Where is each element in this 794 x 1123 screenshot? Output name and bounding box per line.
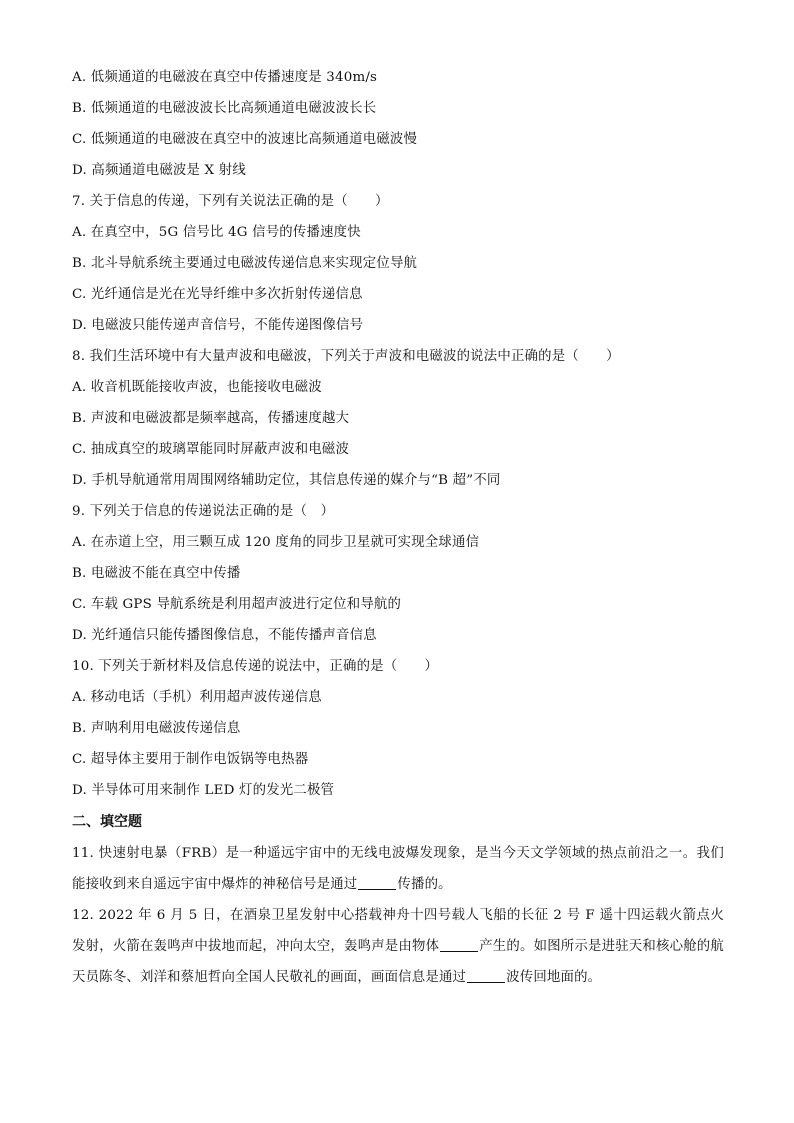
- option-line: C. 超导体主要用于制作电饭锅等电热器: [72, 752, 309, 767]
- question-11-text-end: 传播的。: [397, 877, 452, 892]
- option-line: D. 高频通道电磁波是 X 射线: [72, 163, 246, 178]
- section-title: 二、填空题: [72, 814, 142, 830]
- option-line: B. 北斗导航系统主要通过电磁波传递信息来实现定位导航: [72, 256, 418, 271]
- option-line: A. 移动电话（手机）利用超声波传递信息: [72, 690, 322, 705]
- option-line: A. 在赤道上空，用三颗互成 120 度角的同步卫星就可实现全球通信: [72, 535, 480, 550]
- option-line: C. 低频通道的电磁波在真空中的波速比高频通道电磁波慢: [72, 132, 418, 147]
- document-page: [72, 62, 724, 993]
- question-stem: 8. 我们生活环境中有大量声波和电磁波，下列关于声波和电磁波的说法中正确的是（ ）: [72, 349, 620, 364]
- question-stem: 7. 关于信息的传递，下列有关说法正确的是（ ）: [72, 194, 389, 209]
- answer-blank[interactable]: [358, 876, 396, 890]
- option-line: C. 抽成真空的玻璃罩能同时屏蔽声波和电磁波: [72, 442, 350, 457]
- option-line: A. 收音机既能接收声波，也能接收电磁波: [72, 380, 322, 395]
- option-line: C. 光纤通信是光在光导纤维中多次折射传递信息: [72, 287, 363, 302]
- option-line: D. 电磁波只能传递声音信号，不能传递图像信号: [72, 318, 364, 333]
- option-line: B. 电磁波不能在真空中传播: [72, 566, 241, 581]
- option-line: B. 低频通道的电磁波波长比高频通道电磁波波长长: [72, 101, 377, 116]
- option-line: A. 低频通道的电磁波在真空中传播速度是 340m/s: [72, 70, 378, 85]
- option-line: D. 半导体可用来制作 LED 灯的发光二极管: [72, 783, 335, 798]
- answer-blank[interactable]: [440, 938, 478, 952]
- option-line: D. 手机导航通常用周围网络辅助定位，其信息传递的媒介与“B 超”不同: [72, 473, 501, 488]
- option-line: B. 声波和电磁波都是频率越高，传播速度越大: [72, 411, 350, 426]
- answer-blank[interactable]: [467, 969, 505, 983]
- option-line: A. 在真空中，5G 信号比 4G 信号的传播速度快: [72, 225, 361, 240]
- option-line: C. 车载 GPS 导航系统是利用超声波进行定位和导航的: [72, 597, 402, 612]
- question-stem: 10. 下列关于新材料及信息传递的说法中，正确的是（ ）: [72, 659, 439, 674]
- question-12-text-end: 波传回地面的。: [506, 970, 602, 985]
- option-line: D. 光纤通信只能传播图像信息，不能传播声音信息: [72, 628, 377, 643]
- question-12: [72, 900, 724, 993]
- question-12-text-mid: 产生的。如图所示是进驻天和核心舱的航天员陈冬、刘洋和蔡旭哲向全国人民敬礼的画面，画面信息是通过: [72, 939, 724, 985]
- question-12-text: 12. 2022 年 6 月 5 日，在酒泉卫星发射中心搭载神舟十四号载人飞船的长征 2 号 F 遥十四运载火箭点火发射，火箭在轰鸣声中拔地而起，冲向太空，轰鸣声是由物体: [72, 908, 724, 954]
- option-line: B. 声呐利用电磁波传递信息: [72, 721, 241, 736]
- question-11: [72, 838, 724, 900]
- question-lines: [72, 62, 724, 806]
- question-stem: 9. 下列关于信息的传递说法正确的是（ ）: [72, 504, 335, 519]
- question-11-text: 11. 快速射电暴（FRB）是一种遥远宇宙中的无线电波爆发现象，是当今天文学领域的热点前沿之一。我们能接收到来自遥远宇宙中爆炸的神秘信号是通过: [72, 846, 724, 892]
